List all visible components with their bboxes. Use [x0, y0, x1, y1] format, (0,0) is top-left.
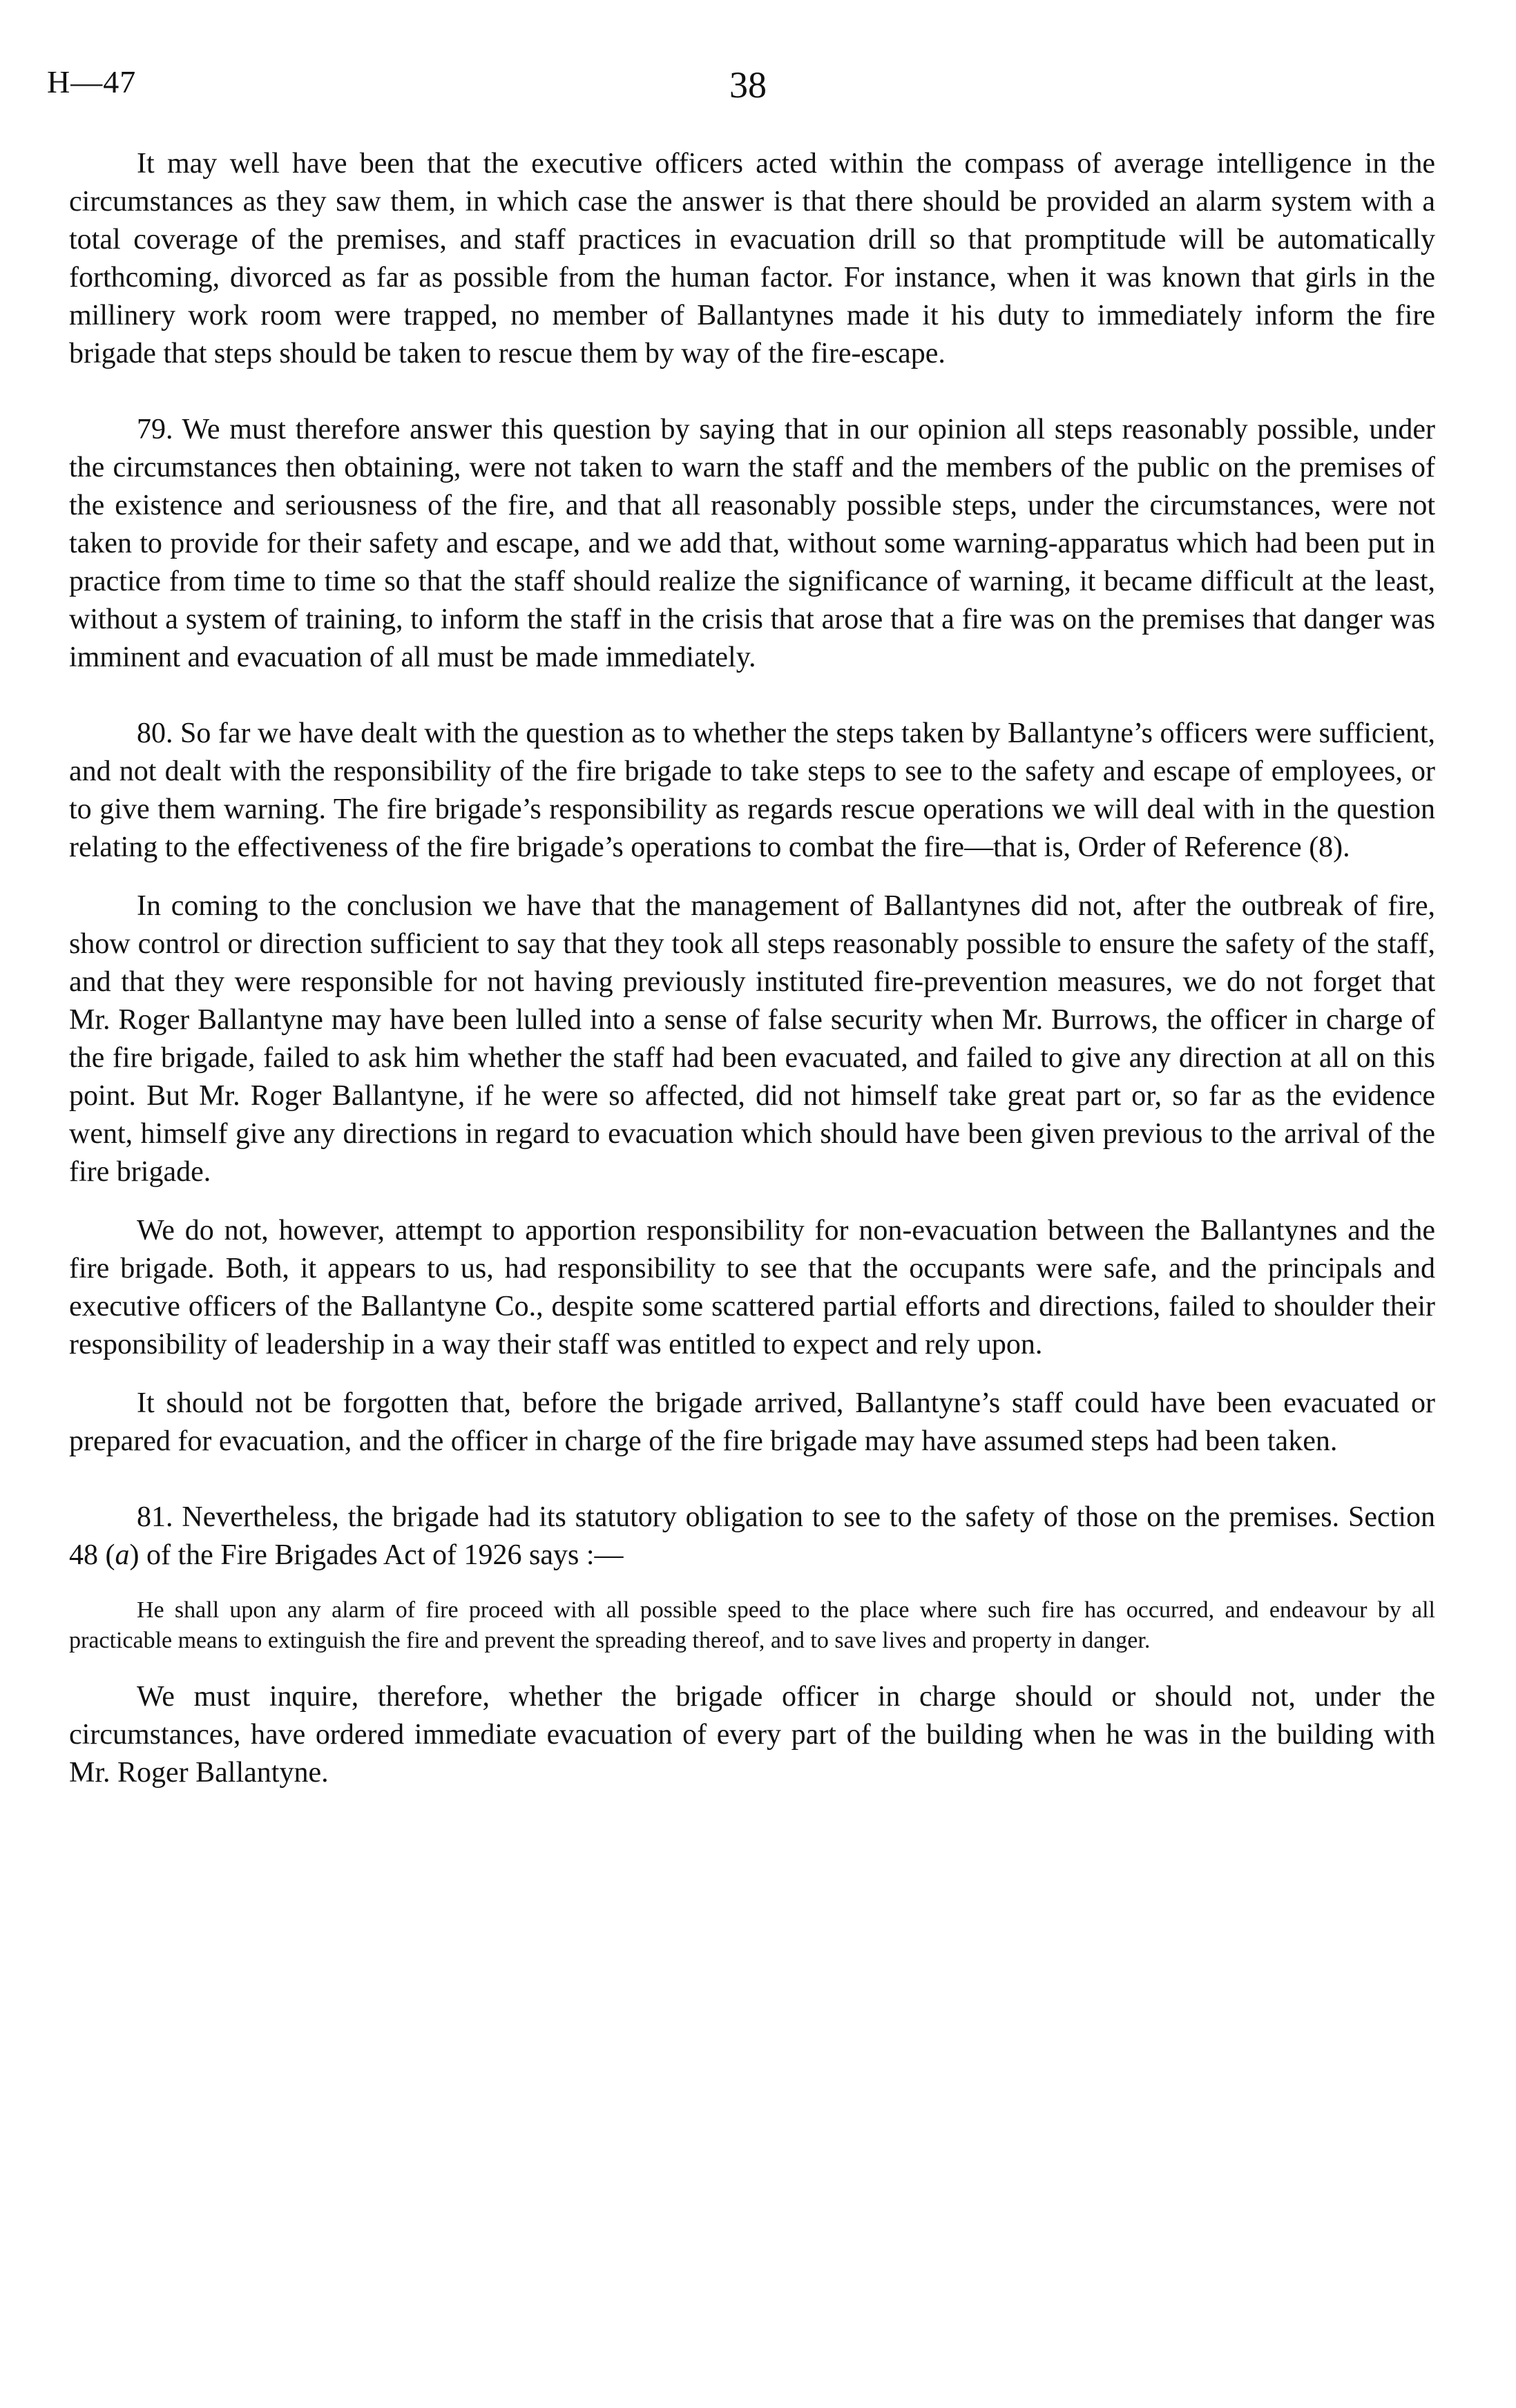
paragraph-81-text-before: 81. Nevertheless, the brigade had its statutory obligation to see to the safety of those on the premises. Section 48 ( [69, 1501, 1435, 1571]
document-reference: H—47 [47, 64, 137, 99]
paragraph-apportion-responsibility: We do not, however, attempt to apportion responsibility for non-evacuation between the Ballantynes and the fire brigade. Both, it appears to us, had responsibility to see that the occupants were safe, and the principals and executive officers of the Ballantyne Co., despite some scattered partial efforts and directions, failed to shoulder their responsibility of leadership in a way their staff was entitled to expect and rely upon. [69, 1215, 1435, 1360]
paragraph-81 [69, 1499, 1435, 1574]
paragraph-79: 79. We must therefore answer this question by saying that in our opinion all steps reasonably possible, under the circumstances then obtaining, were not taken to warn the staff and the members of the public on the premises of the existence and seriousness of the fire, and that all reasonably possible steps, under the circumstances, were not taken to provide for their safety and escape, and we add that, without some warning-apparatus which had been put in practice from time to time so that the staff should realize the significance of warning, it became difficult at the least, without a system of training, to inform the staff in the crisis that arose that a fire was on the premises that danger was imminent and evacuation of all must be made immediately. [69, 414, 1435, 673]
statute-quotation: He shall upon any alarm of fire proceed with all possible speed to the place where such fire has occurred, and endeavour by all practicable means to extinguish the fire and prevent the spreading thereof, and to save lives and property in danger. [69, 1597, 1435, 1653]
paragraph-not-forgotten: It should not be forgotten that, before the brigade arrived, Ballantyne’s staff could have been evacuated or prepared for evacuation, and the officer in charge of the fire brigade may have assumed steps had been taken. [69, 1387, 1435, 1457]
page-header [47, 64, 1470, 119]
paragraph-must-inquire: We must inquire, therefore, whether the brigade officer in charge should or should not, under the circumstances, have ordered immediate evacuation of every part of the building when he was in the building with Mr. Roger Ballantyne. [69, 1681, 1435, 1789]
page-number: 38 [729, 64, 767, 106]
paragraph-81-text-after: ) of the Fire Brigades Act of 1926 says :— [129, 1539, 624, 1571]
paragraph-executive-officers: It may well have been that the executive officers acted within the compass of average intelligence in the circumstances as they saw them, in which case the answer is that there should be provided an alarm system with a total coverage of the premises, and staff practices in evacuation drill so that promptitude will be automatically forthcoming, divorced as far as possible from the human factor. For instance, when it was known that girls in the millinery work room were trapped, no member of Ballantynes made it his duty to immediately inform the fire brigade that steps should be taken to rescue them by way of the fire-escape. [69, 148, 1435, 369]
document-body [69, 145, 1435, 1830]
paragraph-80: 80. So far we have dealt with the question as to whether the steps taken by Ballantyne’s officers were sufficient, and not dealt with the responsibility of the fire brigade to take steps to see to the safety and escape of employees, or to give them warning. The fire brigade’s responsibility as regards rescue operations we will deal with in the question relating to the effectiveness of the fire brigade’s operations to combat the fire—that is, Order of Reference (8). [69, 717, 1435, 863]
paragraph-81-italic-a: a [115, 1539, 130, 1571]
paragraph-conclusion-management: In coming to the conclusion we have that the management of Ballantynes did not, after the outbreak of fire, show control or direction sufficient to say that they took all steps reasonably possible to ensure the safety of the staff, and that they were responsible for not having previously instituted fire-prevention measures, we do not forget that Mr. Roger Ballantyne may have been lulled into a sense of false security when Mr. Burrows, the officer in charge of the fire brigade, failed to ask him whether the staff had been evacuated, and failed to give any direction at all on this point. But Mr. Roger Ballantyne, if he were so affected, did not himself take great part or, so far as the evidence went, himself give any directions in regard to evacuation which should have been given previous to the arrival of the fire brigade. [69, 890, 1435, 1188]
